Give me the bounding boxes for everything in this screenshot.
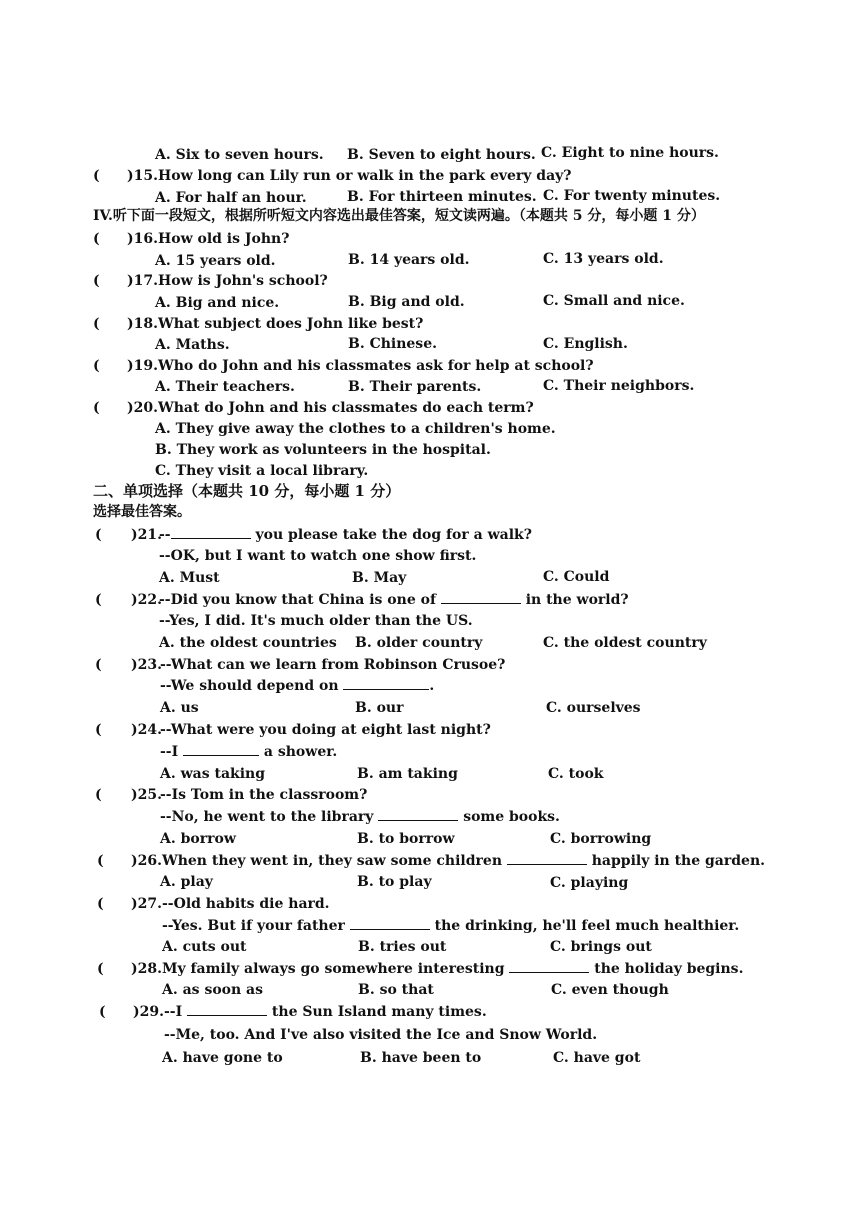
- q21-number: )21.: [131, 527, 162, 543]
- q22-number: )22.: [131, 592, 162, 608]
- q23-number: )23.: [131, 657, 162, 673]
- q18-number: )18.: [127, 316, 158, 332]
- q15-option-c: C. For twenty minutes.: [543, 188, 721, 204]
- q24-number: )24.: [131, 722, 162, 738]
- q29-option-c: C. have got: [553, 1050, 641, 1066]
- q26-option-a: A. play: [160, 874, 213, 890]
- q26-paren: (: [97, 853, 104, 869]
- q18-option-c: C. English.: [543, 336, 628, 352]
- q25-blank: [378, 808, 458, 821]
- q29-question: --I the Sun Island many times.: [164, 1004, 487, 1020]
- section-2-header: 二、单项选择（本题共 10 分，每小题 1 分）: [93, 482, 401, 500]
- q27-option-b: B. tries out: [358, 939, 447, 955]
- q28-blank: [509, 960, 589, 973]
- q24-option-a: A. was taking: [160, 766, 266, 782]
- q29-option-b: B. have been to: [360, 1050, 482, 1066]
- q16-number: )16.: [127, 231, 158, 247]
- q24-option-b: B. am taking: [357, 766, 458, 782]
- q21-question: -- you please take the dog for a walk?: [159, 527, 532, 543]
- q16-question: How old is John?: [158, 231, 290, 247]
- q21-option-a: A. Must: [159, 570, 220, 586]
- q23-blank: [343, 677, 429, 690]
- q22-question: --Did you know that China is one of in the world?: [159, 592, 629, 608]
- q27-option-c: C. brings out: [550, 939, 652, 955]
- section-4-header: IV.听下面一段短文，根据所听短文内容选出最佳答案，短文读两遍。（本题共 5 分，每小题 1 分）: [93, 208, 705, 224]
- q27-number: )27.: [131, 896, 162, 912]
- q21-reply: --OK, but I want to watch one show first.: [159, 548, 477, 564]
- q29-option-a: A. have gone to: [162, 1050, 283, 1066]
- q19-option-c: C. Their neighbors.: [543, 378, 695, 394]
- q22-option-c: C. the oldest country: [543, 635, 707, 651]
- q27-option-a: A. cuts out: [162, 939, 247, 955]
- q14-option-c: C. Eight to nine hours.: [541, 145, 719, 161]
- q17-number: )17.: [127, 273, 158, 289]
- q17-option-a: A. Big and nice.: [155, 295, 280, 311]
- q18-option-a: A. Maths.: [155, 337, 230, 353]
- q17-option-b: B. Big and old.: [348, 294, 465, 310]
- q28-paren: (: [97, 961, 104, 977]
- q29-number: )29.: [133, 1004, 164, 1020]
- q16-paren: (: [93, 231, 100, 247]
- q15-option-b: B. For thirteen minutes.: [347, 189, 537, 205]
- q27-paren: (: [97, 896, 104, 912]
- q23-option-a: A. us: [160, 700, 199, 716]
- q26-question: When they went in, they saw some children happily in the garden.: [162, 853, 766, 869]
- q24-blank: [183, 743, 259, 756]
- q17-paren: (: [93, 273, 100, 289]
- q20-option-c: C. They visit a local library.: [155, 463, 369, 479]
- q23-reply: --We should depend on .: [160, 678, 435, 694]
- q22-option-a: A. the oldest countries: [159, 635, 337, 651]
- q15-option-a: A. For half an hour.: [155, 190, 307, 206]
- q25-number: )25.: [131, 787, 162, 803]
- q16-option-c: C. 13 years old.: [543, 251, 664, 267]
- q19-paren: (: [93, 358, 100, 374]
- q21-paren: (: [95, 527, 102, 543]
- q14-option-b: B. Seven to eight hours.: [347, 147, 536, 163]
- q29-blank: [187, 1003, 267, 1016]
- q25-option-c: C. borrowing: [550, 831, 652, 847]
- q23-question: --What can we learn from Robinson Crusoe?: [160, 657, 506, 673]
- q28-option-b: B. so that: [358, 982, 434, 998]
- q26-blank: [507, 852, 587, 865]
- q27-question: --Old habits die hard.: [162, 896, 330, 912]
- q15-number: )15.: [127, 168, 158, 184]
- q29-reply: --Me, too. And I've also visited the Ice and Snow World.: [164, 1027, 598, 1043]
- q26-option-b: B. to play: [357, 874, 432, 890]
- q22-blank: [441, 591, 521, 604]
- q24-reply: --I a shower.: [160, 744, 338, 760]
- q23-paren: (: [95, 657, 102, 673]
- q23-option-b: B. our: [355, 700, 404, 716]
- q28-number: )28.: [131, 961, 162, 977]
- q25-option-b: B. to borrow: [357, 831, 455, 847]
- q14-option-a: A. Six to seven hours.: [155, 147, 324, 163]
- q24-option-c: C. took: [548, 766, 604, 782]
- q20-paren: (: [93, 400, 100, 416]
- q19-option-b: B. Their parents.: [348, 379, 482, 395]
- q28-option-c: C. even though: [551, 982, 669, 998]
- q15-question: How long can Lily run or walk in the park every day?: [158, 168, 572, 184]
- q29-paren: (: [99, 1004, 106, 1020]
- q28-option-a: A. as soon as: [162, 982, 264, 998]
- q22-reply: --Yes, I did. It's much older than the US.: [159, 613, 473, 629]
- q16-option-b: B. 14 years old.: [348, 252, 470, 268]
- q26-option-c: C. playing: [550, 875, 629, 891]
- q25-question: --Is Tom in the classroom?: [160, 787, 368, 803]
- q22-option-b: B. older country: [355, 635, 483, 651]
- q27-blank: [350, 917, 430, 930]
- q24-question: --What were you doing at eight last night?: [160, 722, 491, 738]
- q21-option-c: C. Could: [543, 569, 610, 585]
- q18-option-b: B. Chinese.: [348, 336, 437, 352]
- q17-question: How is John's school?: [158, 273, 328, 289]
- q27-reply: --Yes. But if your father the drinking, he'll feel much healthier.: [162, 918, 740, 934]
- q24-paren: (: [95, 722, 102, 738]
- q25-option-a: A. borrow: [160, 831, 236, 847]
- q25-paren: (: [95, 787, 102, 803]
- q28-question: My family always go somewhere interesting the holiday begins.: [162, 961, 744, 977]
- q20-number: )20.: [127, 400, 158, 416]
- q17-option-c: C. Small and nice.: [543, 293, 685, 309]
- q22-paren: (: [95, 592, 102, 608]
- q21-option-b: B. May: [352, 570, 407, 586]
- q20-question: What do John and his classmates do each term?: [158, 400, 534, 416]
- q16-option-a: A. 15 years old.: [155, 253, 276, 269]
- q19-option-a: A. Their teachers.: [155, 379, 295, 395]
- q23-option-c: C. ourselves: [546, 700, 641, 716]
- q19-number: )19.: [127, 358, 158, 374]
- q20-option-a: A. They give away the clothes to a children's home.: [155, 421, 556, 437]
- q15-paren: (: [93, 168, 100, 184]
- q21-blank: [171, 526, 251, 539]
- q18-paren: (: [93, 316, 100, 332]
- q25-reply: --No, he went to the library some books.: [160, 809, 560, 825]
- q19-question: Who do John and his classmates ask for help at school?: [158, 358, 594, 374]
- section-2-instruction: 选择最佳答案。: [93, 504, 191, 520]
- q18-question: What subject does John like best?: [158, 316, 424, 332]
- q26-number: )26.: [131, 853, 162, 869]
- q20-option-b: B. They work as volunteers in the hospital.: [155, 442, 491, 458]
